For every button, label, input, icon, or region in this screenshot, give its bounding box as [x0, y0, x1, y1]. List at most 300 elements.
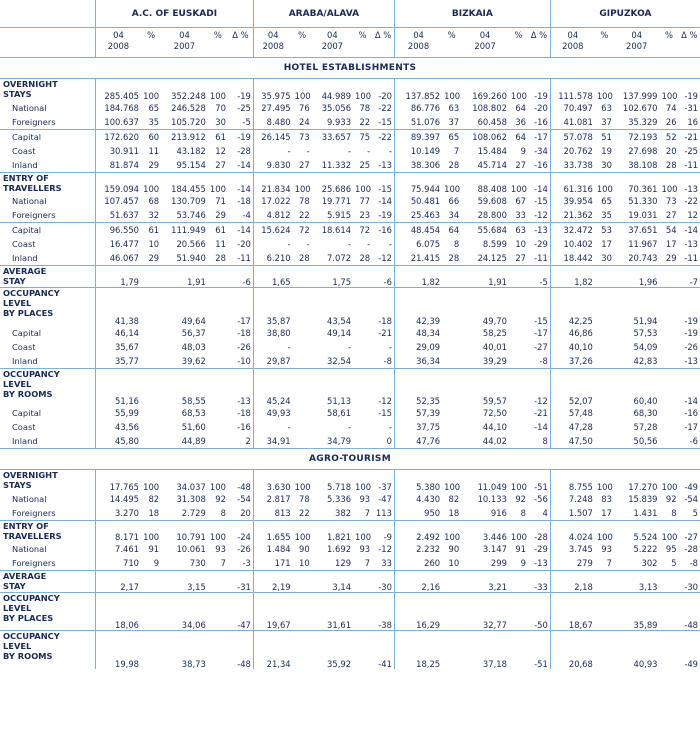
table-cell — [293, 354, 312, 369]
table-cell: 285.405 — [95, 79, 141, 101]
table-cell: 60 — [148, 131, 160, 142]
table-cell: 27.495 — [253, 101, 292, 115]
table-cell: 95.154 — [161, 158, 208, 173]
table-cell: -34 — [534, 145, 548, 156]
table-cell: 38.108 — [614, 158, 660, 173]
table-row — [0, 556, 700, 571]
table-cell: 100 — [355, 481, 372, 492]
table-cell: 100.637 — [95, 115, 141, 130]
table-cell: -21 — [684, 131, 698, 142]
table-cell: -22 — [378, 131, 392, 142]
table-cell: 8.755 — [550, 470, 595, 492]
table-cell: 16 — [679, 115, 700, 130]
table-cell: -29 — [534, 544, 548, 554]
table-cell — [208, 340, 228, 354]
table-cell: 51,16 — [95, 368, 141, 406]
table-cell: -50 — [528, 593, 550, 631]
table-cell — [141, 434, 161, 449]
table-cell: 20 — [228, 506, 253, 521]
column-header: 04 2007 — [614, 28, 660, 58]
table-cell: 4.812 — [253, 208, 292, 223]
table-cell — [442, 266, 461, 288]
table-cell — [208, 571, 228, 593]
table-cell: -13 — [372, 158, 394, 173]
table-cell: 100 — [294, 90, 311, 101]
table-cell — [141, 631, 161, 669]
table-cell: 100 — [444, 481, 461, 492]
table-cell: 137.852 — [394, 79, 442, 101]
table-cell: 9.830 — [253, 158, 292, 173]
table-cell: 260 — [394, 556, 442, 571]
table-cell: 41,38 — [95, 288, 141, 326]
table-cell: 129 — [312, 556, 353, 571]
table-cell: 6.075 — [394, 237, 442, 251]
column-header: Δ % — [228, 28, 253, 58]
table-cell: 16.477 — [95, 237, 141, 251]
table-cell: -18 — [237, 408, 251, 418]
table-cell: 27 — [509, 158, 528, 173]
table-cell — [660, 420, 679, 434]
table-cell: 12 — [679, 208, 700, 223]
column-header: 04 2008 — [550, 28, 595, 58]
table-cell: -30 — [679, 571, 700, 593]
table-cell: 39,29 — [461, 354, 509, 369]
table-cell — [442, 288, 461, 326]
table-cell: 28 — [442, 251, 461, 266]
table-cell — [442, 571, 461, 593]
table-cell: -12 — [528, 208, 550, 223]
table-cell: 29 — [660, 251, 679, 266]
table-cell: 72 — [299, 225, 310, 235]
table-cell: 10.133 — [477, 493, 507, 504]
table-row — [0, 406, 700, 420]
table-cell: -16 — [237, 422, 251, 432]
table-cell: 18 — [442, 506, 461, 521]
table-cell: 49,64 — [181, 315, 206, 326]
table-cell: 96.550 — [95, 223, 141, 238]
table-cell: 29 — [141, 251, 161, 266]
table-cell: 10.791 — [176, 532, 206, 542]
table-cell: -13 — [528, 556, 550, 571]
table-cell — [595, 326, 614, 340]
table-cell: 100 — [209, 90, 226, 101]
column-header: Δ % — [528, 28, 550, 58]
table-cell: 3,21 — [461, 571, 509, 593]
table-row — [0, 470, 700, 492]
table-cell: 72 — [359, 225, 371, 235]
row-label: Capital — [12, 327, 42, 338]
table-row — [0, 340, 700, 354]
table-cell — [353, 288, 372, 326]
table-cell: 51.330 — [628, 196, 658, 206]
row-label: National — [12, 493, 47, 504]
region-header-araba: ARABA/ALAVA — [253, 0, 394, 28]
table-cell: 18,67 — [550, 593, 595, 631]
table-cell: -12 — [372, 251, 394, 266]
table-cell: -14 — [237, 225, 251, 235]
table-cell: 15.484 — [477, 145, 507, 156]
table-cell: 1,96 — [614, 266, 660, 288]
table-cell: 950 — [394, 506, 442, 521]
table-cell: 100 — [209, 532, 226, 542]
table-cell: 34,91 — [253, 434, 292, 449]
table-cell: 89.397 — [394, 129, 442, 144]
table-cell: 813 — [253, 506, 292, 521]
table-cell: -28 — [237, 145, 251, 156]
table-cell — [595, 368, 614, 406]
table-cell: -14 — [228, 158, 253, 173]
table-cell — [660, 593, 679, 631]
table-cell — [208, 266, 228, 288]
table-cell: 100 — [661, 90, 678, 101]
table-cell: 92 — [665, 493, 677, 504]
table-cell: 45,24 — [253, 368, 292, 406]
table-row — [0, 420, 700, 434]
table-cell: 1.821 — [327, 532, 352, 542]
table-cell: 100 — [444, 184, 461, 194]
table-cell: 5.222 — [633, 544, 658, 554]
table-cell — [660, 631, 679, 669]
table-cell: 7 — [353, 556, 372, 571]
table-cell: -13 — [534, 225, 548, 235]
table-cell — [660, 288, 679, 326]
table-cell: - — [306, 145, 310, 156]
table-cell: 100 — [209, 184, 226, 194]
table-cell: -13 — [679, 354, 700, 369]
table-cell — [509, 266, 528, 288]
table-cell: -15 — [534, 196, 548, 206]
table-cell: 48,03 — [181, 341, 206, 352]
table-cell — [509, 340, 528, 354]
table-cell: -16 — [528, 158, 550, 173]
table-cell: 17.022 — [253, 194, 292, 208]
column-header: % — [141, 28, 161, 58]
table-cell: 15.624 — [253, 223, 292, 238]
table-cell: 48.454 — [394, 223, 442, 238]
table-cell: -19 — [684, 327, 698, 338]
table-cell: 4 — [528, 506, 550, 521]
table-cell: 100 — [444, 532, 461, 542]
table-cell: 43.182 — [176, 145, 206, 156]
table-cell: -27 — [534, 341, 548, 352]
table-cell: 28 — [353, 251, 372, 266]
table-row — [0, 542, 700, 556]
table-cell: 100 — [355, 184, 372, 194]
table-cell: 88.408 — [477, 184, 507, 194]
table-cell: 54,09 — [633, 341, 658, 352]
table-cell: 2.729 — [161, 506, 208, 521]
table-row — [0, 158, 700, 173]
table-cell: -51 — [534, 658, 548, 669]
table-cell — [353, 593, 372, 631]
table-cell: 19.771 — [321, 196, 352, 206]
table-cell: 2,18 — [550, 571, 595, 593]
table-cell: 17.765 — [95, 470, 141, 492]
table-row — [0, 368, 700, 406]
table-cell: 100 — [661, 184, 678, 194]
table-cell: 35,67 — [95, 340, 141, 354]
table-cell: -38 — [372, 593, 394, 631]
table-cell: 1.692 — [327, 544, 352, 554]
table-cell: 710 — [95, 556, 141, 571]
table-cell: -22 — [684, 196, 698, 206]
table-cell: 46,14 — [95, 326, 141, 340]
table-cell: 47,76 — [394, 434, 442, 449]
table-cell: 3.446 — [482, 532, 507, 542]
table-cell: 93 — [601, 544, 612, 554]
table-cell: 7 — [595, 556, 614, 571]
table-cell: -11 — [228, 251, 253, 266]
table-cell: -19 — [237, 131, 251, 142]
column-header: 04 2008 — [253, 28, 292, 58]
column-header: 04 2007 — [312, 28, 353, 58]
table-cell: 17.270 — [628, 481, 658, 492]
table-cell — [141, 420, 161, 434]
table-cell: 91 — [148, 544, 160, 554]
table-row — [0, 208, 700, 223]
table-cell: 56,37 — [181, 327, 206, 338]
table-cell — [509, 420, 528, 434]
table-cell: -5 — [228, 115, 253, 130]
table-cell — [660, 434, 679, 449]
table-cell: 49,70 — [482, 315, 507, 326]
table-cell: -20 — [378, 90, 392, 101]
row-label: ENTRY OF TRAVELLERS — [3, 172, 62, 193]
table-cell: 1,75 — [312, 266, 353, 288]
table-cell — [141, 266, 161, 288]
table-cell: -14 — [378, 196, 392, 206]
table-cell: 47,50 — [550, 434, 595, 449]
table-cell: 5 — [679, 506, 700, 521]
table-cell: -14 — [684, 396, 698, 406]
table-cell: -33 — [528, 571, 550, 593]
table-cell: 5.524 — [633, 532, 658, 542]
table-cell: -4 — [228, 208, 253, 223]
table-cell: 130.709 — [171, 196, 206, 206]
table-cell — [509, 593, 528, 631]
table-row — [0, 237, 700, 251]
table-cell: 78 — [299, 493, 310, 504]
table-cell: 45.714 — [461, 158, 509, 173]
table-cell: 105.720 — [161, 115, 208, 130]
table-cell: 31.308 — [176, 493, 206, 504]
table-cell: 3,14 — [312, 571, 353, 593]
table-cell: - — [253, 144, 292, 158]
table-cell — [509, 368, 528, 406]
table-cell — [293, 368, 312, 406]
table-cell: 32,77 — [461, 593, 509, 631]
table-cell: -6 — [679, 434, 700, 449]
row-label: Foreigners — [0, 506, 95, 521]
table-cell: -21 — [378, 327, 392, 338]
table-cell: 2 — [228, 434, 253, 449]
table-cell — [208, 326, 228, 340]
table-cell: 8.599 — [482, 239, 507, 249]
table-cell: 52,35 — [394, 368, 442, 406]
table-cell: -8 — [679, 556, 700, 571]
table-cell: 3.630 — [253, 470, 292, 492]
table-cell: 2,17 — [95, 571, 141, 593]
table-cell: 49,14 — [327, 327, 352, 338]
table-cell: 4.430 — [394, 492, 442, 506]
column-header: % — [353, 28, 372, 58]
table-cell: -5 — [528, 266, 550, 288]
table-cell: - — [388, 341, 392, 352]
table-cell: 53.746 — [161, 208, 208, 223]
table-cell: 2.232 — [394, 542, 442, 556]
table-cell: 352.248 — [171, 90, 206, 101]
table-cell: -15 — [378, 408, 392, 418]
table-cell: 52 — [665, 131, 677, 142]
period-header-row — [0, 28, 700, 58]
row-label: Coast — [12, 239, 36, 249]
column-header: % — [509, 28, 528, 58]
table-cell: 169.260 — [472, 90, 507, 101]
table-cell: 30.911 — [95, 144, 141, 158]
table-cell: 27 — [509, 251, 528, 266]
table-cell: 100 — [143, 532, 160, 542]
table-cell: -16 — [378, 225, 392, 235]
table-cell: 35.975 — [253, 79, 292, 101]
table-cell: 10.402 — [550, 237, 595, 251]
table-cell: 10 — [515, 239, 526, 249]
table-cell: 81.874 — [95, 158, 141, 173]
table-cell: 25 — [353, 158, 372, 173]
row-label: OCCUPANCY LEVEL BY ROOMS — [3, 368, 60, 399]
section-header-row — [0, 58, 700, 79]
table-cell: 40,10 — [550, 340, 595, 354]
table-cell: 5 — [660, 556, 679, 571]
table-cell: 10 — [293, 556, 312, 571]
table-cell: -26 — [237, 544, 251, 554]
table-cell: 54 — [665, 225, 677, 235]
table-cell: 5.915 — [312, 208, 353, 223]
table-cell: 65 — [601, 196, 612, 206]
table-cell: 37,75 — [394, 420, 442, 434]
table-cell: 32,54 — [312, 354, 353, 369]
table-cell: 72.193 — [628, 131, 658, 142]
table-cell — [660, 368, 679, 406]
table-cell: 53 — [601, 225, 612, 235]
table-cell: 46.067 — [95, 251, 141, 266]
table-cell: 73 — [665, 196, 677, 206]
table-cell — [442, 326, 461, 340]
row-label: OCCUPANCY LEVEL BY ROOMS — [3, 631, 60, 661]
table-cell — [595, 631, 614, 669]
table-cell — [141, 406, 161, 420]
row-label: Capital — [12, 408, 42, 418]
row-label: Foreigners — [0, 556, 95, 571]
table-cell — [208, 368, 228, 406]
table-cell: -54 — [237, 493, 251, 504]
row-label: OVERNIGHT STAYS — [3, 79, 58, 99]
table-cell: -12 — [378, 396, 392, 406]
table-cell: 66 — [448, 196, 460, 206]
table-cell — [208, 354, 228, 369]
table-cell: 37 — [442, 115, 461, 130]
table-row — [0, 251, 700, 266]
table-cell: - — [306, 239, 310, 249]
table-cell: 40,93 — [633, 658, 658, 669]
region-header-bizkaia: BIZKAIA — [394, 0, 550, 28]
table-cell: - — [253, 420, 292, 434]
table-cell: -26 — [237, 341, 251, 352]
table-cell: 28 — [442, 158, 461, 173]
table-cell — [442, 434, 461, 449]
table-cell: 57,53 — [633, 327, 658, 338]
table-cell: 18.442 — [550, 251, 595, 266]
table-cell: 35,89 — [614, 593, 660, 631]
table-cell: 78 — [359, 102, 371, 113]
table-cell: 22 — [293, 208, 312, 223]
table-cell: 92 — [515, 493, 526, 504]
table-cell: 31,61 — [312, 593, 353, 631]
table-cell: -54 — [684, 493, 698, 504]
row-label: Capital — [12, 131, 42, 142]
table-cell: -28 — [684, 544, 698, 554]
row-label: Coast — [12, 341, 36, 352]
table-cell: 60.458 — [461, 115, 509, 130]
table-cell: 1,65 — [253, 266, 292, 288]
row-label: AVERAGE STAY — [0, 266, 95, 288]
table-cell: 100 — [661, 481, 678, 492]
row-label: Inland — [0, 354, 95, 369]
table-cell: 51.940 — [161, 251, 208, 266]
corner-cell — [0, 28, 95, 58]
table-cell: 33.657 — [321, 131, 352, 142]
table-cell: 68,53 — [181, 408, 206, 418]
corner-cell — [0, 0, 95, 28]
table-cell: 75 — [359, 131, 371, 142]
table-cell — [442, 631, 461, 669]
row-label: OCCUPANCY LEVEL BY PLACES — [0, 593, 95, 631]
table-cell: 2.817 — [253, 492, 292, 506]
table-cell: -8 — [372, 354, 394, 369]
table-cell: 15.839 — [628, 493, 658, 504]
table-cell: 184.455 — [171, 184, 206, 194]
table-cell: 137.999 — [622, 90, 658, 101]
table-cell: 29 — [208, 208, 228, 223]
table-cell — [595, 288, 614, 326]
table-cell: -17 — [237, 315, 251, 326]
table-cell: 70.361 — [628, 184, 658, 194]
table-cell: 49,93 — [253, 406, 292, 420]
row-label: Inland — [0, 158, 95, 173]
table-cell: 51,60 — [181, 422, 206, 432]
table-cell: -13 — [684, 184, 698, 194]
table-cell — [595, 266, 614, 288]
table-cell: 35.056 — [321, 102, 352, 113]
table-cell — [660, 571, 679, 593]
table-cell: 70.497 — [550, 101, 595, 115]
table-cell: 47,28 — [550, 420, 595, 434]
table-cell: 1.484 — [253, 542, 292, 556]
table-cell: 8 — [453, 239, 460, 249]
region-header-row — [0, 0, 700, 28]
table-cell: 46,86 — [550, 326, 595, 340]
table-cell: 70 — [215, 102, 226, 113]
table-cell: -31 — [228, 571, 253, 593]
table-cell: 52,07 — [550, 368, 595, 406]
table-cell: - — [348, 341, 352, 352]
table-cell: 60,40 — [633, 396, 658, 406]
table-cell: 82 — [448, 493, 460, 504]
table-cell: 11.332 — [312, 158, 353, 173]
table-cell: 100 — [444, 90, 461, 101]
table-cell: 28 — [660, 158, 679, 173]
table-row — [0, 288, 700, 326]
table-row — [0, 129, 700, 144]
